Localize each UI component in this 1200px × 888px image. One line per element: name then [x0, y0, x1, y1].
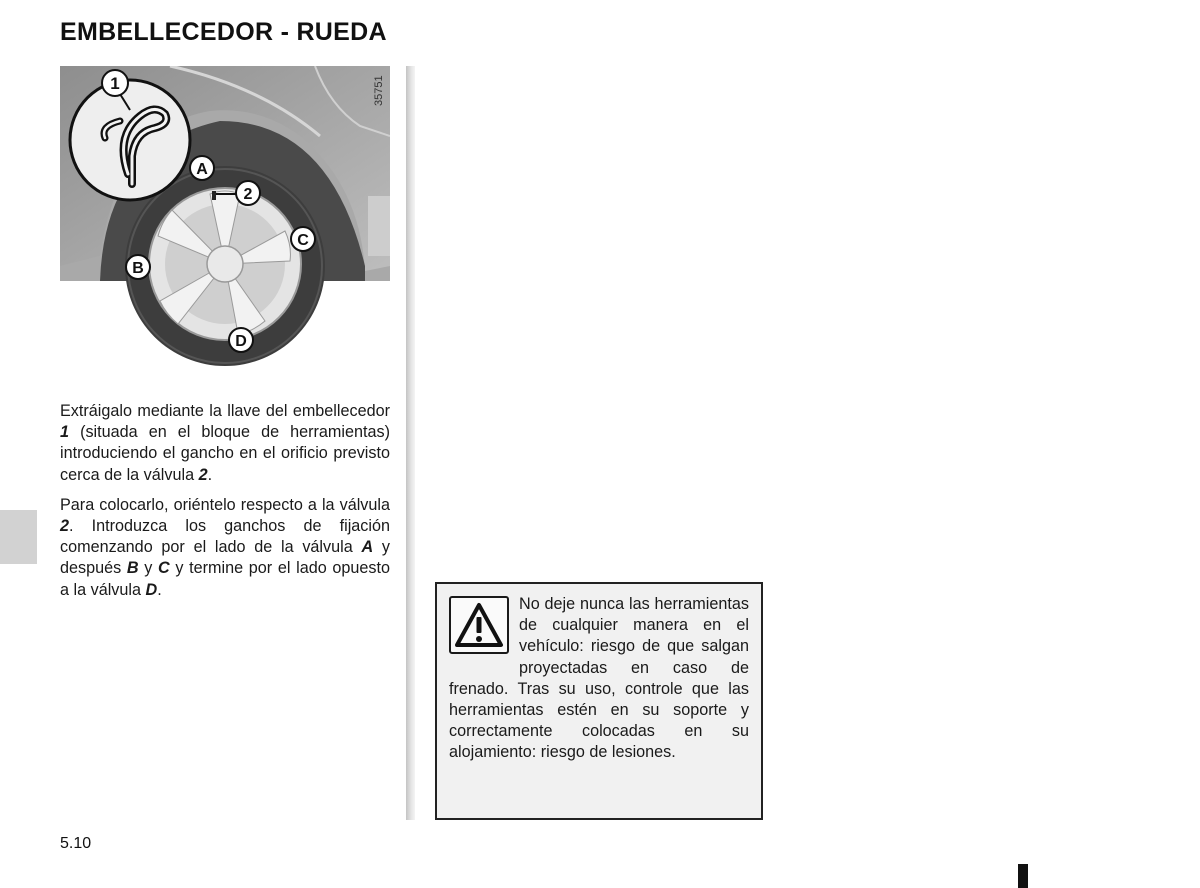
callout-a [190, 156, 214, 180]
svg-text:C: C [297, 232, 309, 249]
svg-text:A: A [196, 161, 208, 178]
callout-2 [236, 181, 260, 205]
column-divider [406, 66, 415, 820]
instructions-text [60, 401, 390, 610]
fitting-paragraph: Para colocarlo, oriéntelo respecto a la válvula 2. Introduzca los ganchos de fijación comenzando por el lado de la válvula A y después B y C y termine por el lado opuesto a la válvula D. [60, 495, 391, 599]
svg-text:D: D [235, 333, 247, 350]
callout-1 [102, 70, 128, 96]
svg-text:1: 1 [110, 74, 120, 93]
page-number: 5.10 [60, 835, 92, 852]
page-edge-marker [1018, 864, 1028, 888]
warning-box [435, 582, 763, 820]
warning-text: No deje nunca las herramientas de cualquier manera en el vehículo: riesgo de que salgan proyectadas en caso de frenado. Tras su uso, controle que las herramientas estén en su soporte y correctamente colocadas en su alojamiento: riesgo de lesiones. [449, 595, 749, 762]
callout-d [229, 328, 253, 352]
svg-text:B: B [132, 260, 144, 277]
chapter-tab [0, 510, 37, 564]
figure-code: 35751 [373, 75, 385, 106]
callout-c [291, 227, 315, 251]
page-title: EMBELLECEDOR - RUEDA [60, 18, 387, 46]
removal-paragraph: Extráigalo mediante la llave del embellecedor 1 (situada en el bloque de herramientas) introduciendo el gancho en el orificio previsto cerca de la válvula 2. [60, 402, 390, 484]
svg-text:2: 2 [243, 186, 253, 203]
callout-b [126, 255, 150, 279]
wheel-trim-illustration [60, 66, 390, 376]
warning-triangle-icon [449, 596, 509, 654]
